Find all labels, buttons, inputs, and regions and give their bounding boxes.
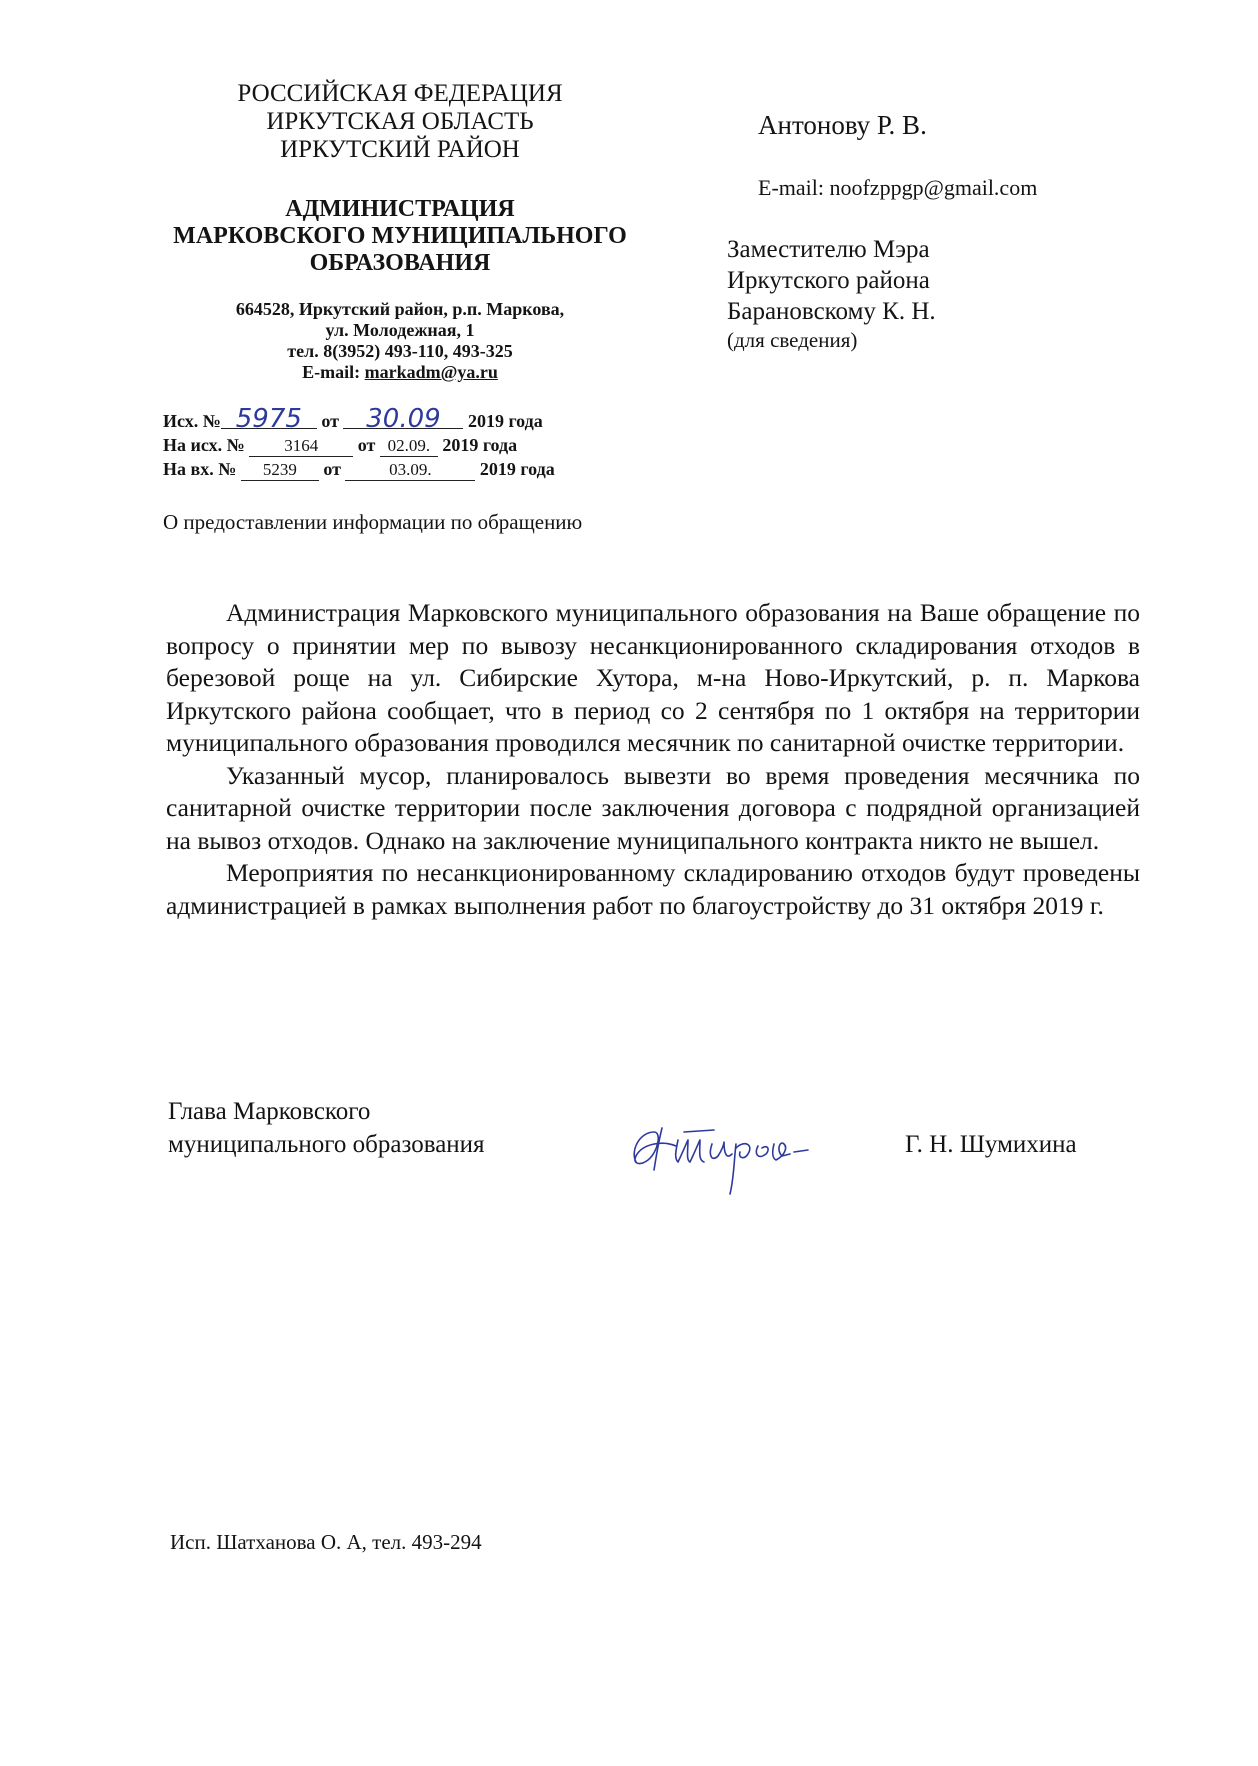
- body-paragraph-2: Указанный мусор, планировалось вывезти во время проведения месячника по санитарной очистке территории после заключения договора с подрядной организацией на вывоз отходов. Однако на заключение муниципального контракта никто не вышел.: [166, 760, 1140, 855]
- outgoing-label: Исх. №: [163, 411, 221, 431]
- org-name-line1: АДМИНИСТРАЦИЯ: [285, 196, 515, 222]
- outgoing-reference: [163, 404, 543, 434]
- email-label: E-mail:: [302, 362, 361, 382]
- signatory-position: [168, 1095, 485, 1161]
- letterhead-region: ИРКУТСКАЯ ОБЛАСТЬ: [266, 108, 534, 135]
- copy-recipient-name: Барановскому К. Н.: [727, 298, 936, 325]
- letterhead-contacts: [150, 299, 650, 383]
- letterhead-country: РОССИЙСКАЯ ФЕДЕРАЦИЯ: [237, 80, 563, 107]
- copy-recipient-position: Заместителю Мэра: [727, 236, 930, 263]
- org-name-line2: МАРКОВСКОГО МУНИЦИПАЛЬНОГО: [173, 223, 627, 249]
- reply-date: 02.09.: [380, 436, 438, 457]
- copy-recipient: [727, 234, 936, 353]
- incoming-date: 03.09.: [345, 460, 475, 481]
- outgoing-from: от: [321, 411, 339, 431]
- reply-reference: [163, 435, 517, 457]
- outgoing-date: 30.09: [343, 410, 463, 429]
- letter-subject: О предоставлении информации по обращению: [163, 510, 583, 534]
- outgoing-year: 2019 года: [467, 411, 543, 431]
- letterhead-authority: [150, 80, 650, 164]
- signatory-position-line2: муниципального образования: [168, 1131, 485, 1158]
- reply-number: 3164: [249, 436, 353, 457]
- org-email-link[interactable]: markadm@ya.ru: [364, 362, 498, 382]
- outgoing-number: 5975: [221, 410, 317, 429]
- reply-year: 2019 года: [442, 435, 518, 455]
- recipient-name: Антонову Р. В.: [758, 110, 927, 140]
- letterhead-district: ИРКУТСКИЙ РАЙОН: [280, 136, 520, 163]
- address-line2: ул. Молодежная, 1: [325, 320, 475, 340]
- signatory-position-line1: Глава Марковского: [168, 1098, 371, 1125]
- executor-line: Исп. Шатханова О. А, тел. 493-294: [170, 1530, 482, 1554]
- recipient-email: E-mail: noofzppgp@gmail.com: [758, 175, 1038, 200]
- org-name-line3: ОБРАЗОВАНИЯ: [309, 250, 491, 276]
- body-paragraph-3: Мероприятия по несанкционированному складированию отходов будут проведены администрацией в рамках выполнения работ по благоустройству до 31 октября 2019 г.: [166, 858, 1140, 920]
- letterhead-organization: [150, 196, 650, 277]
- handwritten-signature: [618, 1110, 848, 1200]
- copy-recipient-district: Иркутского района: [727, 267, 930, 294]
- reply-label: На исх. №: [163, 435, 245, 455]
- letter-body: [166, 597, 1140, 922]
- incoming-label: На вх. №: [163, 459, 237, 479]
- body-paragraph-1: Администрация Марковского муниципального образования на Ваше обращение по вопросу о принятии мер по вывозу несанкционированного складирования отходов в березовой роще на ул. Сибирские Хутора, м-на Ново-Иркутский, р. п. Маркова Иркутского района сообщает, что в период со 2 сентября по 1 октября на территории муниципального образования проводился месячник по санитарной очистке территории.: [166, 598, 1140, 757]
- incoming-number: 5239: [241, 460, 319, 481]
- signatory-name: Г. Н. Шумихина: [905, 1131, 1077, 1158]
- incoming-from: от: [323, 459, 341, 479]
- incoming-year: 2019 года: [479, 459, 555, 479]
- phone-line: тел. 8(3952) 493-110, 493-325: [287, 341, 513, 361]
- incoming-reference: [163, 459, 555, 481]
- reply-from: от: [357, 435, 376, 455]
- copy-recipient-note: (для сведения): [727, 328, 858, 352]
- email-line: [150, 362, 650, 383]
- address-line1: 664528, Иркутский район, р.п. Маркова,: [235, 299, 565, 319]
